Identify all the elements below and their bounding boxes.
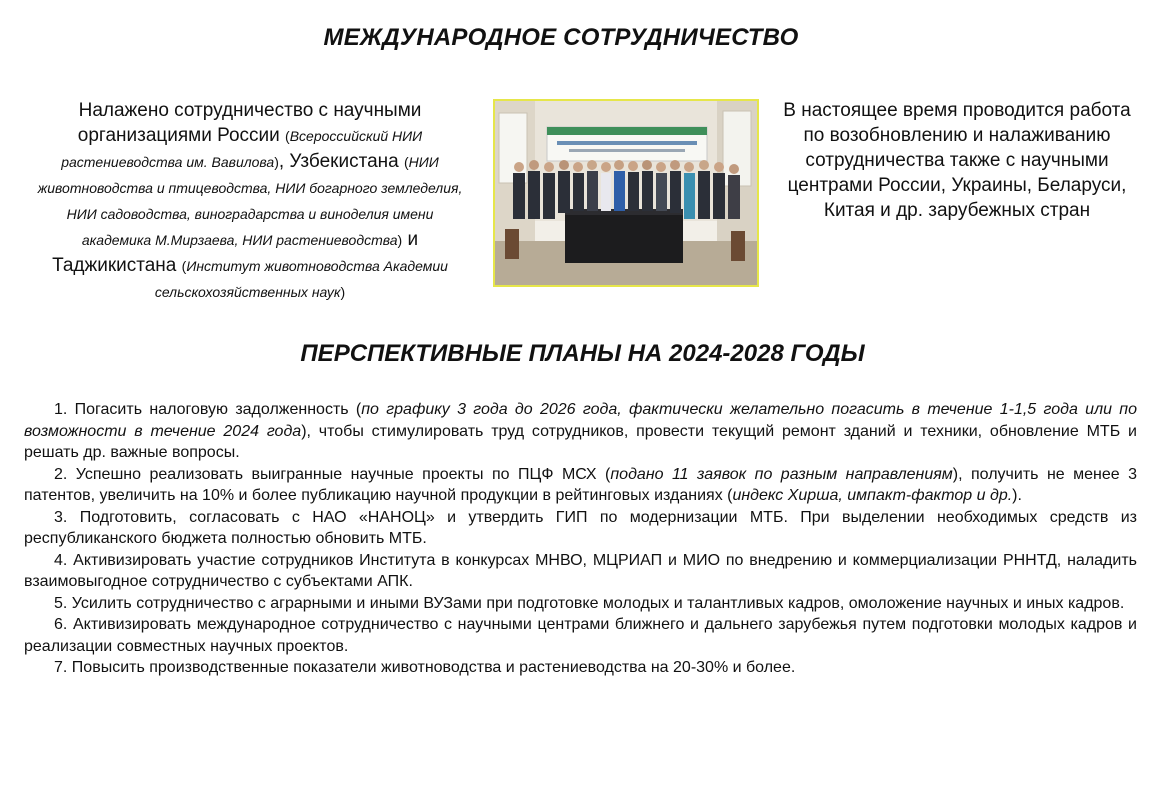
plan-item-6: 6. Активизировать международное сотрудничество с научными центрами ближнего и дальнего зарубежья путем подготовки молодых кадров и реализации совместных научных проектов. (24, 616, 1137, 655)
plan-item-7: 7. Повысить производственные показатели животноводства и растениеводства на 20-30% и более. (54, 659, 796, 676)
cooperation-text-tajikistan: и Таджикистана (52, 229, 419, 276)
plan-item-1: 1. Погасить налоговую задолженность (по графику 3 года до 2026 года, фактически желательно погасить в течение 1-1,5 года или по возможности в течение 2024 года), чтобы стимулировать труд сотрудников, провести текущий ремонт зданий и техники, обновление МТБ и решать др. важные вопросы. (24, 401, 1137, 461)
delegation-photo (493, 99, 759, 287)
cooperation-text-russia: Налажено сотрудничество с научными организациями России (77, 100, 422, 146)
cooperation-text-uzbekistan: , Узбекистана (278, 151, 399, 172)
cooperation-uzbekistan-orgs: НИИ животноводства и птицеводства, НИИ богарного земледелия, НИИ садоводства, виноградарства и виноделия имени академика М.Мирзаева, НИИ растениеводства (37, 154, 463, 248)
plans-list (24, 399, 1137, 679)
section-title-cooperation: МЕЖДУНАРОДНОЕ СОТРУДНИЧЕСТВО (323, 24, 799, 51)
cooperation-tajikistan-orgs: Институт животноводства Академии сельскохозяйственных наук (154, 258, 448, 300)
cooperation-right-text: В настоящее время проводится работа по возобновлению и налаживанию сотрудничества также с научными центрами России, Украины, Беларуси, Китая и др. зарубежных стран (783, 100, 1131, 221)
plan-item-4: 4. Активизировать участие сотрудников Института в конкурсах МНВО, МЦРИАП и МИО по внедрению и коммерциализации РННТД, наладить взаимовыгодное сотрудничество с субъектами АПК. (24, 551, 1137, 590)
section-title-plans: ПЕРСПЕКТИВНЫЕ ПЛАНЫ НА 2024-2028 ГОДЫ (300, 340, 865, 367)
delegation-photo-image (495, 101, 757, 285)
plan-item-5: 5. Усилить сотрудничество с аграрными и иными ВУЗами при подготовке молодых и талантливых кадров, омоложение научных и иных кадров. (54, 594, 1125, 612)
plan-item-3: 3. Подготовить, согласовать с НАО «НАНОЦ» и утвердить ГИП по модернизации МТБ. При выделении необходимых средств из республиканского бюджета полностью обновить МТБ. (24, 508, 1137, 547)
cooperation-russia-orgs: Всероссийский НИИ растениеводства им. Вавилова (61, 128, 423, 170)
cooperation-left-text: Налажено сотрудничество с научными организациями России (Всероссийский НИИ растениеводства им. Вавилова), Узбекистана (НИИ животноводства и птицеводства, НИИ богарного земледелия, НИИ садоводства, виноградарства и виноделия имени академика М.Мирзаева, НИИ растениеводства) и Таджикистана (Институт животноводства Академии сельскохозяйственных наук) (37, 100, 463, 300)
plan-item-2: 2. Успешно реализовать выигранные научные проекты по ПЦФ МСХ (подано 11 заявок по разным направлениям), получить не менее 3 патентов, увеличить на 10% и более публикацию научной продукции в рейтинговых изданиях (индекс Хирша, импакт-фактор и др.). (24, 465, 1138, 504)
